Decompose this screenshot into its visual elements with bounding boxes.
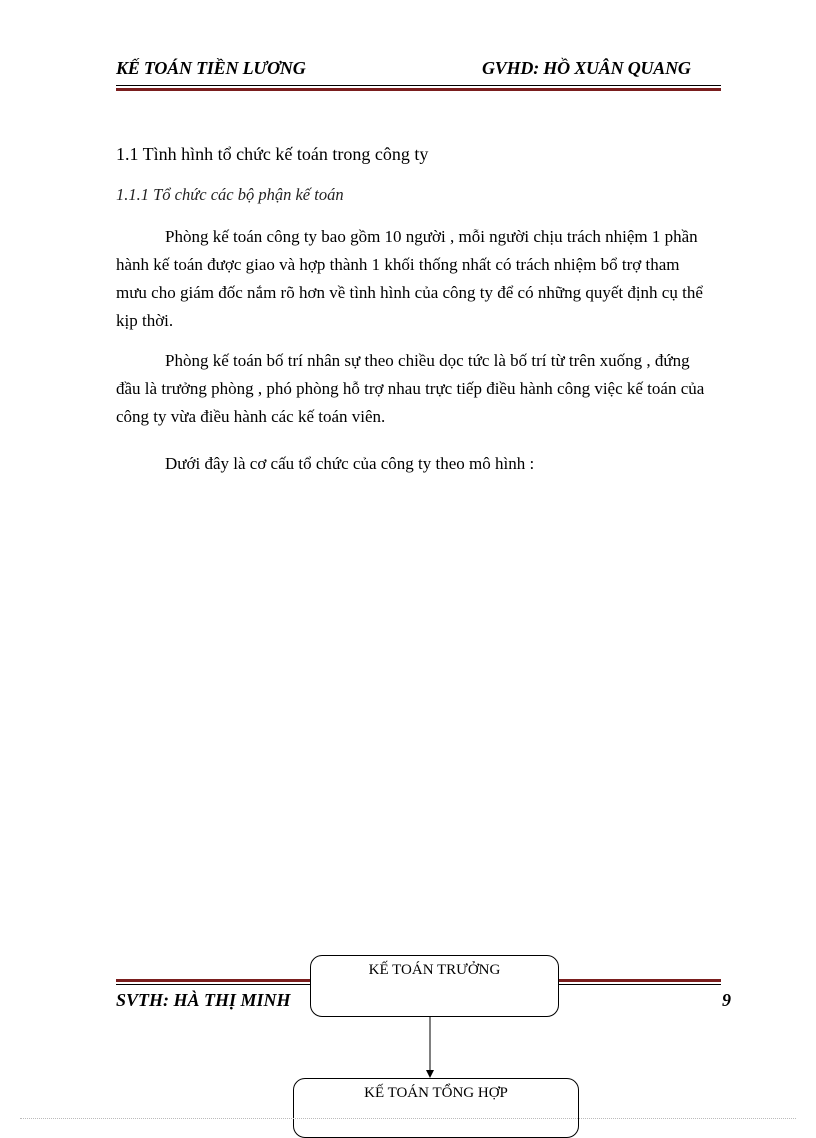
footer-page-number: 9 [722, 990, 731, 1010]
paragraph-1: Phòng kế toán công ty bao gồm 10 người , mỗi người chịu trách nhiệm 1 phần hành kế toán được giao và hợp thành 1 khối thống nhất có trách nhiệm bổ trợ tham mưu cho giám đốc nắm rõ hơn về tình hình của công ty để có những quyết định cụ thể kịp thời. [116, 227, 703, 330]
org-connector-arrow [420, 1016, 440, 1080]
paragraph-3: Dưới đây là cơ cấu tổ chức của công ty theo mô hình : [165, 454, 535, 473]
header-rule-thick [116, 88, 721, 91]
header-supervisor: GVHD: HỒ XUÂN QUANG [482, 58, 691, 78]
org-box-general-accountant-label: KẾ TOÁN TỔNG HỢP [364, 1085, 508, 1101]
page-bottom-edge [20, 1118, 796, 1119]
org-box-general-accountant [293, 1078, 579, 1138]
org-box-chief-accountant [310, 955, 559, 1017]
header-course-title: KẾ TOÁN TIỀN LƯƠNG [116, 58, 306, 78]
subsection-title: 1.1.1 Tổ chức các bộ phận kế toán [116, 185, 344, 204]
header-rule-thin [116, 85, 721, 86]
paragraph-2: Phòng kế toán bố trí nhân sự theo chiều dọc tức là bố trí từ trên xuống , đứng đầu là trưởng phòng , phó phòng hỗ trợ nhau trực tiếp điều hành công việc kế toán của công ty vừa điều hành các kế toán viên. [116, 351, 705, 426]
footer-student-name: SVTH: HÀ THỊ MINH [116, 990, 291, 1010]
section-title: 1.1 Tình hình tổ chức kế toán trong công ty [116, 144, 429, 164]
org-box-chief-accountant-label: KẾ TOÁN TRƯỞNG [368, 962, 501, 978]
